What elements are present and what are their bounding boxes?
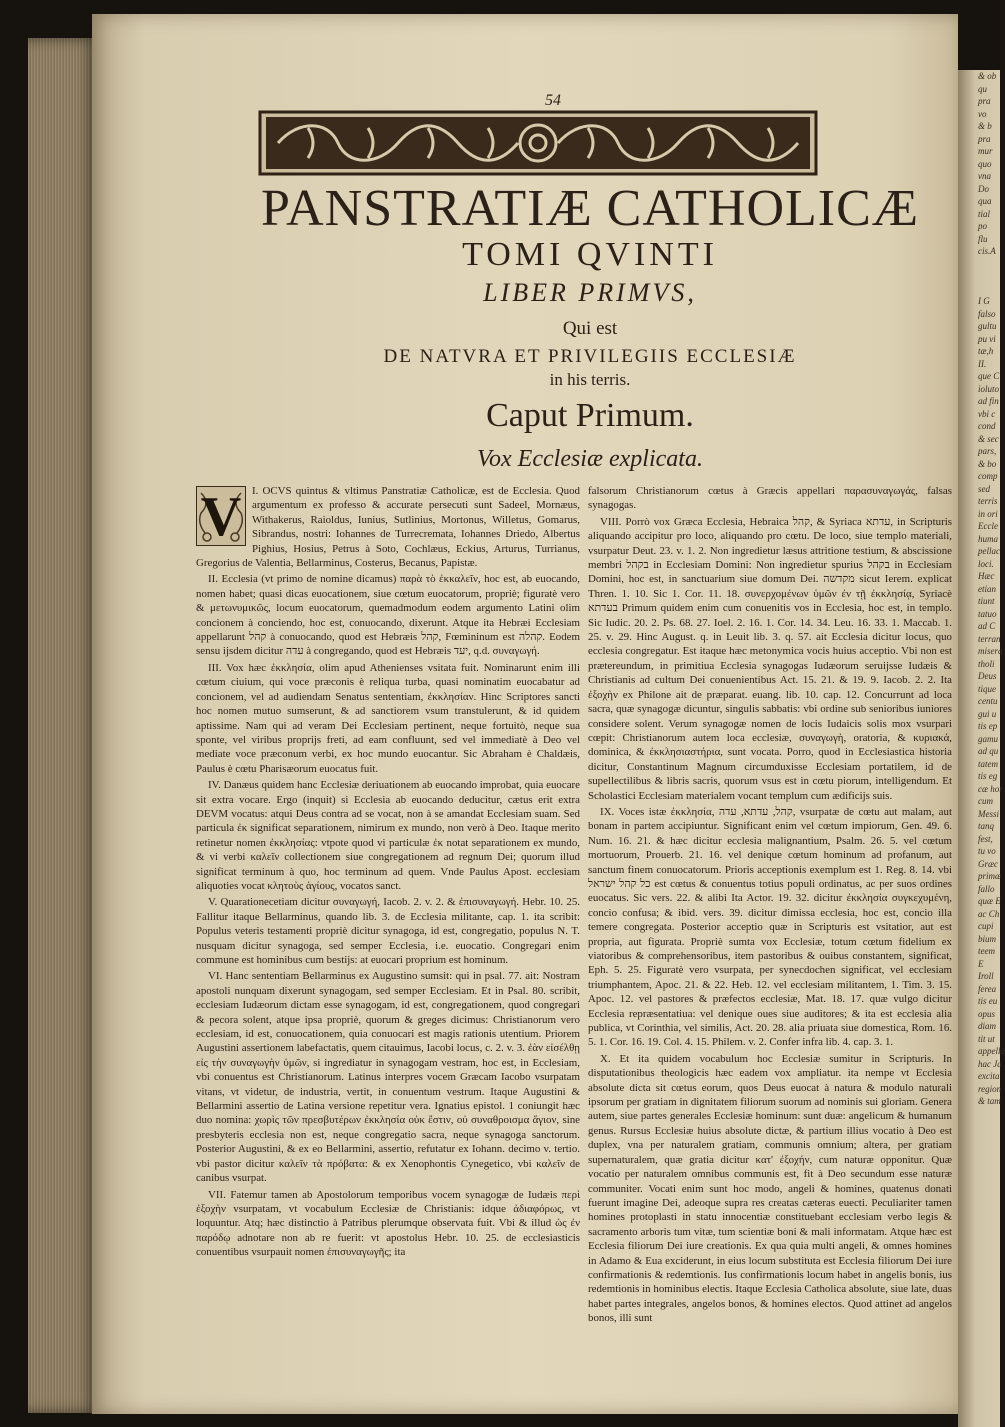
next-page-fragment: & tam <box>978 1096 1001 1106</box>
next-page-fragment: cond <box>978 421 996 431</box>
next-page-fragment: tis eu <box>978 996 998 1006</box>
next-page-fragment: pu vi <box>978 333 996 344</box>
next-page-fragment: & ob <box>978 71 997 81</box>
next-page-fragment: appella <box>978 1046 1005 1056</box>
next-page-fragment: region <box>978 1083 1002 1094</box>
next-page-fragment: tis eg <box>978 771 998 781</box>
paragraph: X. Et ita quidem vocabulum hoc Ecclesiæ sumitur in Scripturis. In disputationibus theologicis hæc eadem vox ampliatur. ita nempe vt Ecclesia absolute dicta sit cœtus eorum, quos Deus euocat à natura & modulo naturali ipsorum per gratiam in dignitatem filiorum suorum ad nominis sui gloriam. Genera autem, siue partes generales Ecclesiæ hominum: sunt duæ: angelicum & humanum genus. Rursus Ecclesiæ huius absolute dictæ, & partium illius vocatio à Deo est duplex, vna per naturalem gratiam, communis omnium; altera, per gratiam supernaturalem, quæ gratia dicitur κατ' ἐξοχήν, cum naturæ opponitur. Quæ vocatio per naturalem omnibus communis est, fit à Deo secundum esse naturæ communiter. Vocati enim sunt hoc modo, angeli & homines, quatenus donati fuerunt imagine Dei, adeoque supra res creatas cæteras euecti. Peculiariter tamen homines protoplasti in statu innocentiæ constituebant ecclesiam verbo legis & sacramento arboris tum vitæ, tum scientiæ boni & mali informatam. Atque hæc est Ecclesia filiorum Dei iure creationis. Ex qua quia multi angeli, & omnes homines in Adamo & Eua exciderunt, in eius locum substituta est Ecclesia filiorum Dei iure confirmationis & redemtionis. Ius confirmationis locum habet in angelis bonis, ius redemtionis in hominibus electis. Itaque Ecclesia Catholica absolute, siue late, duas habet partes integrales, angelos bonos, & homines electos. Quod attinet ad angelos bonos, illi sunt <box>588 1052 952 1325</box>
next-page-fragment: vo <box>978 108 987 119</box>
next-page-fragment: Messi <box>978 808 999 819</box>
next-page-fragment: Hæc <box>978 571 995 581</box>
next-page-fragment: II. <box>978 358 987 369</box>
next-page-fragment: gultu <box>978 321 997 331</box>
next-page-fragment: gamu <box>978 733 998 744</box>
next-page-fragment: cis.A <box>978 246 996 256</box>
chapter-heading: Caput Primum. <box>486 397 694 434</box>
next-page-fragment: po <box>978 221 987 231</box>
page-number: 54 <box>545 92 561 109</box>
topic-subheading: in his terris. <box>549 370 631 389</box>
section-heading: Vox Ecclesiæ explicata. <box>477 446 703 472</box>
next-page-fragment: hac Ja <box>978 1058 1002 1069</box>
next-page-fragment: pra <box>978 133 991 144</box>
next-page-fragment: Græc <box>978 858 998 869</box>
next-page-fragment: I G <box>978 296 990 306</box>
next-page-fragment: pra <box>978 96 991 106</box>
paragraph: I. OCVS quintus & vltimus Panstratiæ Catholicæ, est de Ecclesia. Quod argumentum ex professo & accurate persecuti sunt Sadeel, Mornæus, Withakerus, Raioldus, Iunius, Sutlinius, Mortonus, Willetus, Gomarus, Sibrandus, nostri: Iohannes de Turrecremata, Iohannes Driedo, Albertus Pighius, Hosius, Petrus à Soto, Cochlæus, Eckius, Arturus, Turrianus, Gregorius de Valentia, Bellarminus, Costerus, Becanus, Papistæ. <box>196 485 580 570</box>
next-page-fragment: ad fin <box>978 396 999 406</box>
paragraph: falsorum Christianorum cœtus à Græcis appellari παρασυναγωγάς, falsas synagogas. <box>588 485 952 512</box>
next-page-fragment: terris <box>978 496 998 506</box>
paragraph: IV. Danæus quidem hanc Ecclesiæ deriuationem ab euocando improbat, quia euocare sit extra vocare. Ergo (inquit) si Ecclesia ab euocando deducitur, cætus erit extra DEVM vocatus: atqui Deus contra ad se vocat, non à se amandat Ecclesiam suam. Sed particula ἐκ significat separationem, nimirum ex mundo, non verò à Deo. Itaque merito retinetur nomen ἐκκλησίας: vtpote quod vi particulæ ἐκ notat separationem ex mundo, & vi verbi καλεῖν collectionem siue congregationem ad regnum Dei; quorum illud significat terminum à quo, hoc terminum ad quem. Vnde Paulus Apost. ecclesiam aliquoties vocat κλητοὺς ἁγίους, vocatos sanct. <box>196 779 580 892</box>
paragraph: VII. Fatemur tamen ab Apostolorum temporibus vocem synagogæ de Iudæis περὶ ἐξοχὴν vsurpatam, vt vocabulum Ecclesiæ de Christianis: idque ἀδιαφόρως, vt loquuntur. Atq; hæc distinctio à Patribus plerumque observata fuit. Vbi & illud ὡς ἐν παρόδῳ adnotare non ab re fuerit: vt apostolus Hebr. 10. 25. de ecclesiasticis conuentibus vsurpauit nomen ἐπισυναγωγῆς; ita <box>196 1188 580 1259</box>
paragraph: V. Quarationecetiam dicitur συναγωγή, Iacob. 2. v. 2. & ἐπισυναγωγή. Hebr. 10. 25. Fallitur itaque Bellarminus, quando lib. 3. de Ecclesia militante, cap. 1. ita scribit: Populus veteris testamenti propriè dicitur synagoga, id est, congregatio, populus N. T. nusquam dicitur synagoga, sed semper Ecclesia, i.e. euocatio. Congregari enim commune est hominibus cum bestijs: at euocari proprium est hominum. <box>196 896 580 966</box>
paragraph: II. Ecclesia (vt primo de nomine dicamus) παρὰ τὸ ἐκκαλεῖν, hoc est, ab euocando, nomen habet; quasi dicas euocationem, siue cœtum euocatorum, propriè; figuratè vero & μετωνυμικῶς, locum euocatorum, quemadmodum eodem argumento Latini olim concionem à conciendo, hoc est, conuocando, dixerunt. Atque ita Hebræi Ecclesiam appellarunt קהל à conuocando, quod est Hebræis קהל, Fœmininum est קהלה. Eodem sensu ijsdem dicitur עדה à congregando, quod est Hebræis יעד, q.d. συναγωγή. <box>196 573 580 658</box>
next-page-fragment: & sec <box>978 433 999 444</box>
next-page-fragment: comp <box>978 471 998 481</box>
paragraph: IX. Voces istæ ἐκκλησία, קהל, עדתא, עדה, vsurpatæ de cœtu aut malam, aut bonam in partem accipiuntur. Significant enim vel cœtum impiorum, Gen. 49. 6. Num. 16. 21. & hæc dicitur ecclesia malignantium, Psalm. 26. 5. vel cœtum mortuorum, Prouerb. 21. 16. vel denique cœtum hominum ad profanum, aut sanctum finem conuocatorum. Prioris acceptionis exemplum est 1. Reg. 8. 14. vbi כל קהל ישראל est cœtus & conuentus totius populi ordinatus, ac per suos ordines euocatus. Sic vers. 22. & alibi Ita Actor. 19. 32. dicitur ἐκκλησία συγκεχυμένη, concio confusa; & ibid. vers. 39. dicitur dimissa ecclesia, hoc est, concio illa temere congregata. Posterior acceptio quæ in Scripturis est vsitatior, aut est propria, aut figurata. Propriè sumta vox Ecclesiæ, totum cœtum fidelium ex viatoribus & comprehensoribus, item pastoribus & ouibus constantem, significat, Eph. 5. 25. Figuratè vero vsurpata, per synecdochen significat, vel ecclesiam triumphantem, Apoc. 21. & 22. Heb. 12. vel ecclesiam militantem, 1. Tim. 3. 15. Apoc. 12. vel pastores & præfectos ecclesiæ, Mat. 18. 17. quæ vulgo dicitur Ecclesia repræsentatiua: vel denique oues siue auditores; & ita est ecclesia alia publica, vt Corinthia, vel similis, Act. 20. 28. alia priuata siue domestica, Rom. 16. 5. 1. Cor. 16. 19. Col. 4. 15. Philem. v. 2. Confer infra lib. 4. cap. 3. 1. <box>588 805 952 1049</box>
next-page-fragment: huma <box>978 533 998 544</box>
next-page-fragment: quæ E <box>978 896 1001 906</box>
next-page-fragment: tique <box>978 683 996 694</box>
next-page-fragment: tial <box>978 208 991 219</box>
next-page-fragment: diam <box>978 1021 996 1031</box>
next-page-fragment: Eccle <box>978 521 998 531</box>
next-page-fragment: flu <box>978 233 988 244</box>
next-page-fragment: tatem <box>978 758 998 769</box>
next-page-fragment: sed <box>978 483 990 494</box>
next-page-fragment: centu <box>978 696 998 706</box>
next-page-fragment: fest, <box>978 833 993 844</box>
paragraph: VIII. Porrò vox Græca Ecclesia, Hebraica קהל, & Syriaca עדתא, in Scripturis aliquando accipitur pro loco, aliquando pro cœtu. De loco, siue templo materiali, vsurpatur Deut. 23. v. 1. 2. Non ingredietur læsus attritione testium, & abscissione membri בקהל in Ecclesiam Domini: Non ingredietur spurius בקהל in Ecclesiam Domini, hoc est, in sanctuarium siue domum Dei. מקדשה sicut Ierem. explicat Thren. 1. 10. Sic 1. Cor. 11. 18. συνερχομένων ὑμῶν ἐν τῇ ἐκκλησίᾳ, Syriacè בעדתא Primum quidem enim cum conuenitis vos in Ecclesia, hoc est, in templo. Sic Iudic. 20. 2. Ps. 68. 27. Ioel. 2. 16. 1. Cor. 14. 34. Leu. 16. 33. 1. Maccab. 1. 25. v. 29. Hinc August. q. in Leuit lib. 3. q. 57. ait Ecclesia dicitur locus, quo ecclesia congregatur. Est itaque hæc metonymica vocis huius acceptio. Vbi non est prætereundum, in primitiua Ecclesia synagogas Iudæorum seruijsse Iudæis & Christianis ad cultum Dei conuenientibus Act. 15. 21. & 19. 9. Iacob. 2. 2. Ita ἐξοχὴν ex Philone ait de præparat. euang. lib. 10. cap. 12. Concurrunt ad loca sacra, quæ synagogæ dicuntur, singulis sabbatis: vbi ordine sub senioribus iuniores considere solent. Verum synagogæ nomen de locis Iudaicis solis mox vsurpari cœpit: Christianorum autem loca ecclesiæ, συναγωγὴ, oratoria, & κυριακά, dominica, & ἐκκλησιαστήρια, sunt vocata. Porro, quod in Ecclesiastica historia dicitur, Constantinum Magnum circumduxisse Ecclesiam portatilem, id de supellectilibus & libris sacris, quorum vsus est in cœtu piorum, intelligendum. Et Scholastici Ecclesiam materialem vocant templum cum ædificijs suis. <box>588 515 952 802</box>
book-part-title: LIBER PRIMVS, <box>483 278 697 307</box>
next-page-fragment: Do <box>978 183 989 194</box>
next-page-fragment: que C <box>978 371 1000 381</box>
topic-heading: DE NATVRA ET PRIVILEGIIS ECCLESIÆ <box>383 346 797 367</box>
next-page-fragment: tis ep <box>978 721 998 731</box>
next-page-fragment: bium <box>978 933 996 944</box>
next-page-fragment: ferea <box>978 983 997 994</box>
next-page-fragment: tatuo <box>978 608 997 619</box>
next-page-fragment: tu vo <box>978 846 996 856</box>
next-page-fragment: ad qu <box>978 746 999 756</box>
page-edges <box>28 38 100 1413</box>
next-page-fragment: vbi c <box>978 408 996 419</box>
next-page-fragment: quo <box>978 158 992 169</box>
next-page-fragment: Deus <box>978 671 997 681</box>
next-page-fragment: ioluto <box>978 383 1000 394</box>
next-page-fragment: vna <box>978 171 991 181</box>
next-page-fragment: misera <box>978 646 1003 656</box>
next-page-fragment: tholi <box>978 658 995 669</box>
next-page-fragment: teem <box>978 946 995 956</box>
next-page-fragment: qu <box>978 83 987 94</box>
next-page-fragment: falso <box>978 308 996 319</box>
next-page-fragment: etian <box>978 583 996 594</box>
next-page-fragment: loci. <box>978 558 994 569</box>
next-page-fragment: E <box>978 958 984 969</box>
next-page-fragment: cæ hor <box>978 783 1003 794</box>
paragraph: VI. Hanc sententiam Bellarminus ex Augustino sumsit: qui in psal. 77. ait: Nostram apostoli nunquam dixerunt synagogam, sed semper Ecclesiam. Et in Psal. 80. scribit, ecclesiam Iudæorum dictam esse synagogam, id est, congregationem, quod congregari & pecora solent, atque ipsa propriè, quorum & greges dicimus: Christianorum vero ecclesiam, id est, conuocationem, quia conuocari est magis rationis utentium. Priorem Augustini assertionem labefactatis, quem citauimus, Iacobi locus, c. 2. v. 3. ἐὰν εἰσέλθῃ εἰς τὴν συναγωγὴν ὑμῶν, si ingrediatur in synagogam vestram, hoc est, in Ecclesiam, vbi conuentus est Christianorum. Latinus interpres vocem Græcam Iacobo vsurpatam vitans, vt videtur, de industria, vertit, in conuentum vestrum. Itaque Augustini & Bellarmini assertio de Latina versione repetitur vera. Ignatius epistol. 1 coniungit hæc duo nomina: χωρὶς τῶν πρεσβυτέρων ἐκκλησία οὐκ ἔστιν, οὐ συναθροισμα ἅγιον, sine presbyteris ecclesia non est, neque congregatio sacra, neque synagoga sanctorum. Posterior Augustini, & ex eo Bellarmini, assertio, refutatur ex Iohann. decimo v. tertio. vbi pastor dicitur καλεῖν τὰ πρόβατα: & ex Xenophontis Cynegetico, vbi καλεῖν de canibus vsurpat. <box>196 970 580 1185</box>
next-page-fragment: fallo <box>978 883 995 894</box>
next-page-fragment: tit ut <box>978 1033 995 1044</box>
next-page-fragment: pars, <box>978 446 997 456</box>
next-page-fragment: primæ <box>978 871 1002 881</box>
next-page-fragment: tiunt <box>978 596 995 606</box>
qui-est-line: Qui est <box>562 318 618 339</box>
next-page-fragment: tanq <box>978 821 995 831</box>
next-page-fragment: opus <box>978 1008 996 1019</box>
next-page-fragment: Iroll <box>978 971 994 981</box>
next-page-fragment: cupi <box>978 921 994 931</box>
initial-letter: V <box>200 486 242 548</box>
left-text-column <box>196 484 580 1399</box>
next-page-fragment: & b <box>978 121 992 131</box>
next-page-fragment: mur <box>978 146 993 156</box>
next-page-fragment: gui u <box>978 708 997 719</box>
right-text-column <box>588 484 952 1399</box>
next-page-fragment: tæ,h <box>978 346 994 356</box>
ornament-headpiece <box>258 108 818 178</box>
next-page-fragment: & bo <box>978 458 997 469</box>
next-page-fragment: in ori <box>978 508 998 519</box>
decorated-initial <box>196 486 246 546</box>
next-page-fragment: excita <box>978 1071 1000 1081</box>
volume-title: TOMI QVINTI <box>462 236 718 273</box>
next-page-fragment: qua <box>978 196 992 206</box>
next-page-fragment: ad C <box>978 621 996 631</box>
book-title: PANSTRATIÆ CATHOLICÆ <box>260 180 920 237</box>
paragraph: III. Vox hæc ἐκκλησία, olim apud Athenienses vsitata fuit. Nominarunt enim illi cœtum ciuium, qui voce præconis è reliqua turba, quasi nominatim euocabatur ad concionem, vel ad audiendam Senatus sententiam, ἐκκλησίαν. Hinc Scriptores sancti hoc nomen mutuo sumserunt, & ad sanctiorem vsum transtulerunt, & id quidem aptissime. Nam qui ad veram Dei Ecclesiam pertinent, neque fortuitò, neque sua sponte, vel viribus proprijs freti, ad eam confluunt, sed vel immediatè à Deo vel mediate voce præconum verbi, ex hoc mundo euocantur. Sic Abraham è Chaldæis, Paulus è cœtu Pharisæorum euocatus fuit. <box>196 661 580 775</box>
next-page-fragment: ac Ch <box>978 908 1000 919</box>
next-page-fragment: pellac <box>978 546 1000 556</box>
next-page-fragment: terran <box>978 633 1001 644</box>
next-page-fragment: cum <box>978 796 993 806</box>
